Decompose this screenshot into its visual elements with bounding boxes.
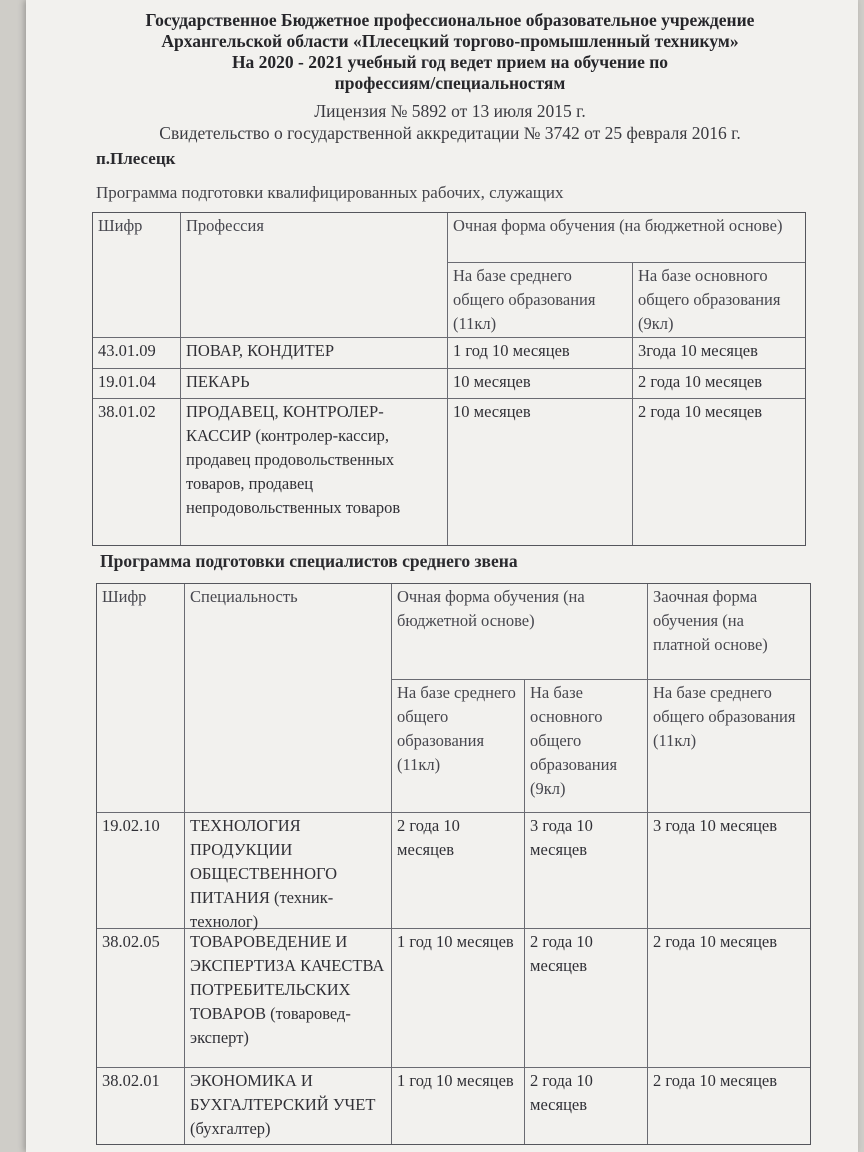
row5-base9: 2 года 10 месяцев	[525, 929, 648, 1068]
col-code-header: Шифр	[93, 213, 181, 338]
row1-name: ПОВАР, КОНДИТЕР	[181, 338, 448, 369]
row1-base9: 3года 10 месяцев	[633, 338, 805, 369]
license-text: Лицензия № 5892 от 13 июля 2015 г.	[314, 101, 586, 121]
row5-base11: 1 год 10 месяцев	[392, 929, 525, 1068]
row3-name: ПРОДАВЕЦ, КОНТРОЛЕР-КАССИР (контролер-кассир, продавец продовольственных товаров, продавец непродовольственных товаров	[181, 399, 448, 545]
row2-base9: 2 года 10 месяцев	[633, 369, 805, 399]
row1-base11: 1 год 10 месяцев	[448, 338, 633, 369]
section1-title: Программа подготовки квалифицированных рабочих, служащих	[96, 183, 564, 202]
col2-parttime-header: Заочная форма обучения (на платной основе)	[648, 584, 810, 680]
col-base9-header: На базе основного общего образования (9кл)	[633, 263, 805, 338]
col2-code-header: Шифр	[97, 584, 185, 813]
row4-code: 19.02.10	[97, 813, 185, 929]
row6-parttime: 2 года 10 месяцев	[653, 1071, 778, 1090]
document-header	[0, 10, 864, 94]
accreditation-text: Свидетельство о государственной аккредитации № 3742 от 25 февраля 2016 г.	[159, 123, 741, 143]
row5-parttime: 2 года 10 месяцев	[648, 929, 810, 1068]
section2-title: Программа подготовки специалистов среднего звена	[100, 551, 518, 571]
row4-name: ТЕХНОЛОГИЯ ПРОДУКЦИИ ОБЩЕСТВЕННОГО ПИТАНИЯ (техник-технолог)	[185, 813, 392, 929]
col2-pt-base11-header: На базе среднего общего образования (11кл)	[648, 680, 810, 813]
row3-base9: 2 года 10 месяцев	[638, 402, 763, 421]
row2-base11: 10 месяцев	[448, 369, 633, 399]
institution-region: Архангельской области «Плесецкий торгово-промышленный техникум»	[161, 31, 739, 51]
row6-name: ЭКОНОМИКА И БУХГАЛТЕРСКИЙ УЧЕТ (бухгалтер)	[185, 1068, 392, 1144]
col-fulltime-header: Очная форма обучения (на бюджетной основе)	[448, 213, 805, 263]
row1-code: 43.01.09	[93, 338, 181, 369]
col2-base11-header: На базе среднего общего образования (11кл)	[392, 680, 525, 813]
admission-subject: профессиям/специальностям	[334, 73, 566, 93]
row5-name: ТОВАРОВЕДЕНИЕ И ЭКСПЕРТИЗА КАЧЕСТВА ПОТРЕБИТЕЛЬСКИХ ТОВАРОВ (товаровед-эксперт)	[185, 929, 392, 1068]
row4-base9: 3 года 10 месяцев	[525, 813, 648, 929]
row6-code: 38.02.01	[97, 1068, 185, 1144]
col-profession-header: Профессия	[181, 213, 448, 338]
row4-parttime: 3 года 10 месяцев	[648, 813, 810, 929]
col2-base9-header: На базе основного общего образования (9кл)	[525, 680, 648, 813]
workers-program-table	[92, 212, 806, 546]
row3-base11: 10 месяцев	[448, 399, 633, 545]
row2-code: 19.01.04	[93, 369, 181, 399]
specialists-program-table	[96, 583, 811, 1145]
row3-code: 38.01.02	[93, 399, 181, 545]
row6-base11: 1 год 10 месяцев	[392, 1068, 525, 1144]
row6-base9: 2 года 10 месяцев	[525, 1068, 648, 1144]
col2-specialty-header: Специальность	[185, 584, 392, 813]
row5-code: 38.02.05	[97, 929, 185, 1068]
row2-name: ПЕКАРЬ	[181, 369, 448, 399]
place-name: п.Плесецк	[96, 149, 176, 168]
row4-base11: 2 года 10 месяцев	[392, 813, 525, 929]
license-block	[0, 100, 864, 144]
admission-year: На 2020 - 2021 учебный год ведет прием на обучение по	[231, 52, 669, 72]
col2-fulltime-header: Очная форма обучения (на бюджетной основе)	[392, 584, 648, 680]
institution-name: Государственное Бюджетное профессиональное образовательное учреждение	[145, 10, 755, 30]
col-base11-header: На базе среднего общего образования (11кл)	[448, 263, 633, 338]
